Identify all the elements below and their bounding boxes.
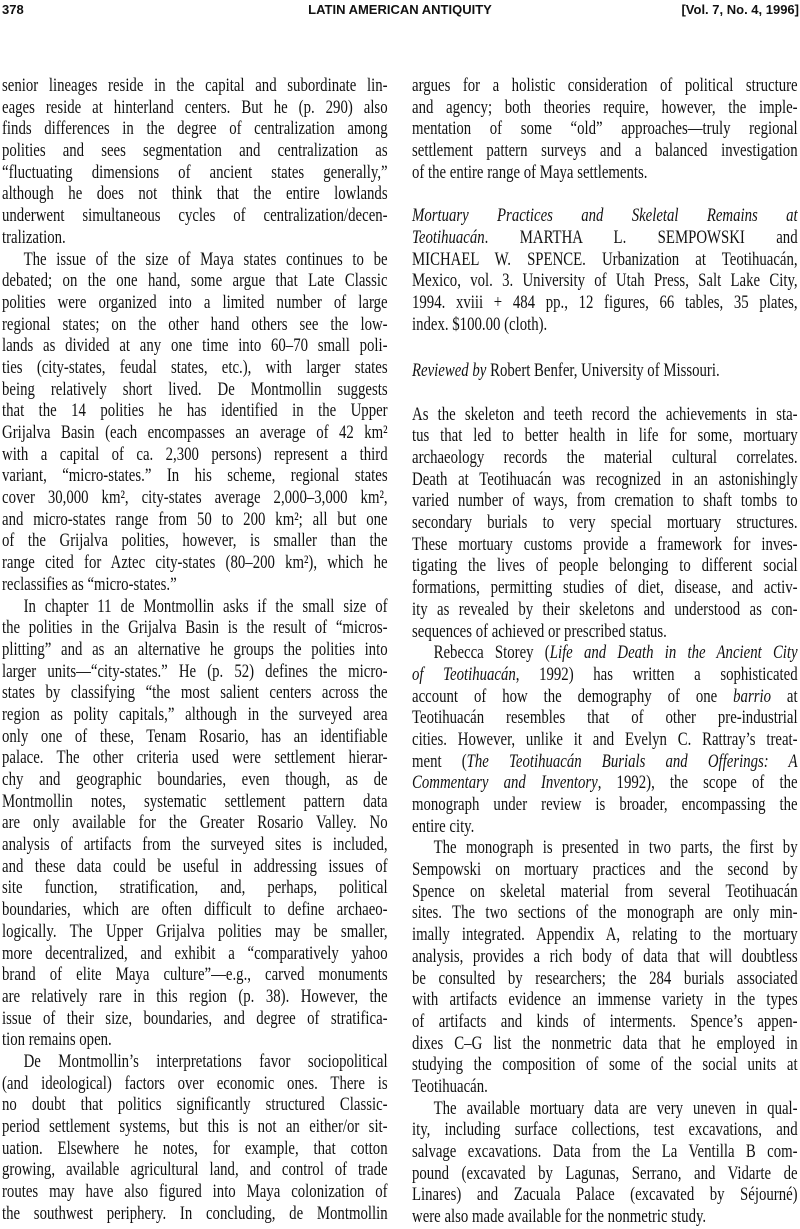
text-segment: routes may have also figured into Maya colonization of [2,1182,388,1203]
text-segment: logically. The Upper Grijalva polities may be smaller, [2,921,388,942]
text-segment: senior lineages reside in the capital and subordinate lin- [2,76,388,96]
text-segment: are only available for the Greater Rosario Valley. No [2,813,388,834]
text-line [412,1207,798,1229]
text-segment: Spence on skeletal material from several Teotihuacán [412,881,798,902]
italic-text: Mortuary Practices and Skeletal Remains at [412,206,798,227]
text-segment: the southwest periphery. In concluding, de Montmollin [2,1203,388,1224]
text-line [412,1120,798,1142]
text-line [2,1182,388,1204]
right-column [412,76,798,1229]
text-line [2,640,388,662]
text-line [2,770,388,792]
text-segment: polities were organized into a limited number of large [2,292,388,313]
text-segment: at [770,686,798,707]
text-segment: boundaries, which are often difficult to define archaeo- [2,900,388,921]
text-line [2,141,388,163]
text-segment: secondary burials to very special mortuary structures. [412,513,798,534]
text-line [2,618,388,640]
text-segment: cities. However, unlike it and Evelyn C. Rattray’s treat- [412,729,798,750]
text-line [412,838,798,860]
text-line [412,1055,798,1077]
text-line [412,76,798,98]
text-segment: and agency; both theories require, however, the imple- [412,97,798,118]
text-segment: tus that led to better health in life for some, mortuary [412,426,798,447]
text-segment: , 1992) has written a sophisticated [515,664,798,685]
text-line [412,1077,798,1099]
text-segment: varied number of ways, from cremation to shaft tombs to [412,491,798,512]
text-line [2,944,388,966]
text-segment: reclassifies as “micro-states.” [2,574,177,595]
text-line [412,708,798,730]
text-line [2,900,388,922]
text-segment: being relatively short lived. De Montmollin suggests [2,379,388,400]
italic-text: Commentary and Inventory [412,773,598,794]
text-segment: Linares) and Zacuala Palace (excavated by Séjourné) [412,1185,798,1206]
text-segment: states by classifying “the most salient centers across the [2,683,388,704]
text-segment: underwent simultaneous cycles of centralization/decen- [2,206,388,227]
text-line [2,835,388,857]
text-line [412,622,798,644]
text-line [2,336,388,358]
text-line [2,401,388,423]
text-segment: analysis, provides a rich body of data that will doubtless [412,946,798,967]
text-line [412,600,798,622]
text-segment: index. $100.00 (cloth). [412,314,548,335]
text-line [412,361,798,383]
text-segment: Mexico, vol. 3. University of Utah Press, Salt Lake City, [412,271,798,292]
text-line [412,969,798,991]
text-segment: Teotihuacán resembles that of other pre-industrial [412,708,798,729]
text-segment: analysis of artifacts from the surveyed sites is included, [2,835,388,856]
text-line [412,773,798,795]
text-line [412,513,798,535]
text-block [412,76,798,184]
text-line [412,1185,798,1207]
text-line [412,426,798,448]
text-segment: range cited for Aztec city-states (80–200 km²), which he [2,553,388,574]
text-segment: dixes C–G list the nonmetric data that he employed in [412,1033,798,1054]
text-segment: more decentralized, and exhibit a “comparatively yahoo [2,943,388,964]
text-line [2,445,388,467]
text-segment: . MARTHA L. SEMPOWSKI and [484,227,798,248]
text-line [412,1099,798,1121]
text-line [2,878,388,900]
text-segment: were also made available for the nonmetric study. [412,1207,707,1228]
text-segment: chy and geographic boundaries, even though, as de [2,770,388,790]
text-segment: variant, “micro-states.” In his scheme, regional states [2,466,388,487]
text-line [2,987,388,1009]
text-segment: , 1992), the scope of the [597,773,798,794]
italic-text: Life and Death in the Ancient City [549,643,798,664]
text-line [412,925,798,947]
text-line [412,206,798,228]
text-segment: ity, including surface collections, test excavations, and [412,1120,798,1141]
text-segment: De Montmollin’s interpretations favor sociopolitical [23,1051,388,1072]
text-segment: tion remains open. [2,1030,112,1051]
text-line [2,423,388,445]
text-line [2,922,388,944]
text-line [2,792,388,814]
text-line [2,358,388,380]
text-segment: MICHAEL W. SPENCE. Urbanization at Teotihuacán, [412,249,798,270]
text-line [412,643,798,665]
text-line [412,947,798,969]
text-segment: with a capital of ca. 2,300 persons) represent a third [2,444,388,465]
text-segment: settlement pattern surveys and a balanced investigation [412,141,798,162]
text-line [2,531,388,553]
reviewer-line [412,361,798,383]
text-line [412,795,798,817]
text-line [2,228,388,250]
text-segment: of the Grijalva polities, however, is smaller than the [2,531,388,552]
text-segment: (and ideological) factors over economic ones. There is [2,1073,388,1094]
text-segment: tigating the lives of people belonging to different social [412,556,798,577]
text-line [412,119,798,141]
text-line [412,293,798,315]
text-line [2,271,388,293]
text-line [2,98,388,120]
text-line [2,488,388,510]
text-segment: only one of these, Tenam Rosario, has an identifiable [2,726,388,747]
text-line [412,271,798,293]
text-line [2,662,388,684]
italic-text: barrio [733,686,771,707]
text-line [2,727,388,749]
text-segment: of artifacts and kinds of interments. Spence’s appen- [412,1011,798,1032]
text-line [2,857,388,879]
text-segment: debated; on the one hand, some argue that Late Classic [2,271,388,292]
text-line [2,1204,388,1226]
italic-text: of Teotihuacán [412,664,516,685]
text-line [2,813,388,835]
text-segment: The issue of the size of Maya states continues to be [23,249,388,270]
book-citation [412,206,798,336]
running-head-journal-title: LATIN AMERICAN ANTIQUITY [308,2,492,17]
text-segment: account of how the demography of one [412,686,734,707]
text-segment: “fluctuating dimensions of ancient states generally,” [2,162,388,183]
text-line [412,990,798,1012]
text-line [412,1164,798,1186]
text-line [2,597,388,619]
text-line [2,705,388,727]
text-segment: Montmollin notes, systematic settlement pattern data [2,791,388,812]
text-line [2,163,388,185]
text-line [412,1142,798,1164]
text-segment: that the 14 polities he has identified in the Upper [2,401,388,422]
text-segment: As the skeleton and teeth record the achievements in sta- [412,404,798,425]
text-line [2,575,388,597]
text-line [412,730,798,752]
text-segment: and these data could be useful in addressing issues of [2,856,388,877]
text-line [2,553,388,575]
text-line [412,448,798,470]
text-segment: sites. The two sections of the monograph are only min- [412,903,798,924]
text-segment: no doubt that politics significantly structured Classic- [2,1095,388,1116]
text-line [412,556,798,578]
text-segment: although he does not think that the entire lowlands [2,184,388,205]
text-segment: Teotihuacán. [412,1076,488,1097]
text-segment: monograph under review is broader, encompassing the [412,795,798,815]
text-line [412,1034,798,1056]
text-segment: In chapter 11 de Montmollin asks if the small size of [23,596,388,617]
text-line [412,535,798,557]
text-segment: period settlement systems, but this is not an either/or sit- [2,1117,388,1137]
text-line [412,470,798,492]
text-segment: plitting” and as an alternative he groups the polities into [2,639,388,660]
text-segment: cover 30,000 km², city-states average 2,000–3,000 km², [2,488,388,509]
text-line [2,748,388,770]
text-segment: regional states; on the other hand others see the low- [2,314,388,335]
running-head-issue: [Vol. 7, No. 4, 1996] [681,2,799,17]
text-segment: Rebecca Storey ( [433,643,550,664]
text-segment: entire city. [412,816,475,837]
text-line [2,965,388,987]
text-segment: larger units—“city-states.” He (p. 52) defines the micro- [2,661,388,682]
text-line [2,683,388,705]
text-line [2,119,388,141]
text-segment: lands as divided at any one time into 60–70 small poli- [2,336,388,357]
text-segment: with artifacts evidence an immense variety in the types [412,990,798,1011]
text-segment: be consulted by researchers; the 284 burials associated [412,968,798,989]
text-line [2,510,388,532]
page-number: 378 [2,2,24,17]
text-segment: mentation of some “old” approaches—truly regional [412,119,798,140]
text-segment: ment ( [412,751,467,772]
text-segment: argues for a holistic consideration of political structure [412,76,798,96]
text-segment: imally integrated. Appendix A, relating to the mortuary [412,925,798,946]
text-segment: studying the composition of some of the social units at [412,1055,798,1076]
text-line [412,665,798,687]
text-line [412,491,798,513]
text-segment: region as polity capitals,” although in the surveyed area [2,704,388,725]
text-segment: finds differences in the degree of centralization among [2,119,388,140]
text-segment: eages reside at hinterland centers. But he (p. 290) also [2,97,388,118]
text-segment: palace. The other criteria used were settlement hierar- [2,748,388,769]
text-line [412,687,798,709]
text-line [412,163,798,185]
text-segment: sequences of achieved or prescribed status. [412,621,667,642]
text-segment: tralization. [2,227,66,248]
text-segment: site function, stratification, and, perhaps, political [2,878,388,899]
text-line [2,250,388,272]
text-segment: growing, available agricultural land, and control of trade [2,1160,388,1181]
text-line [2,76,388,98]
text-segment: salvage excavations. Data from the La Ventilla B com- [412,1142,798,1162]
text-line [412,903,798,925]
text-line [412,98,798,120]
text-line [2,206,388,228]
text-line [412,315,798,337]
italic-text: Reviewed by [412,361,487,382]
text-line [2,466,388,488]
text-line [2,1117,388,1139]
text-line [2,293,388,315]
text-segment: Robert Benfer, University of Missouri. [486,361,720,382]
text-line [412,578,798,600]
text-line [412,817,798,839]
text-line [2,1139,388,1161]
text-line [2,1030,388,1052]
text-line [412,250,798,272]
text-line [2,184,388,206]
text-segment: archaeology records the material cultural correlates. [412,448,798,468]
text-line [412,860,798,882]
text-segment: issue of their size, boundaries, and degree of stratifica- [2,1008,388,1029]
text-line [412,882,798,904]
text-segment: ties (city-states, feudal states, etc.), with larger states [2,357,388,378]
italic-text: Teotihuacán [412,227,485,248]
text-segment: and micro-states range from 50 to 200 km²; all but one [2,509,388,530]
text-line [2,1074,388,1096]
text-segment: Grijalva Basin (each encompasses an average of 42 km² [2,423,388,443]
text-block [412,405,798,1229]
text-segment: Sempowski on mortuary practices and the second by [412,860,798,881]
text-line [2,1095,388,1117]
text-line [2,1009,388,1031]
text-segment: the polities in the Grijalva Basin is the result of “micros- [2,618,388,639]
text-segment: are relatively rare in this region (p. 38). However, the [2,986,388,1007]
text-segment: Death at Teotihuacán was recognized in an astonishingly [412,469,798,490]
text-segment: uation. Elsewhere he notes, for example, that cotton [2,1138,388,1159]
text-line [2,1160,388,1182]
text-line [412,1012,798,1034]
italic-text: The Teotihuacán Burials and Offerings: A [466,751,798,772]
text-segment: brand of elite Maya culture”—e.g., carved monuments [2,965,388,986]
text-segment: These mortuary customs provide a framework for inves- [412,534,798,555]
text-line [2,315,388,337]
text-segment: The available mortuary data are very uneven in qual- [433,1098,798,1119]
text-segment: polities and sees segmentation and centralization as [2,141,388,162]
text-segment: pound (excavated by Lagunas, Serrano, and Vidarte de [412,1163,798,1184]
text-line [412,141,798,163]
text-segment: ity as revealed by their skeletons and understood as con- [412,599,798,620]
text-segment: formations, permitting studies of diet, disease, and activ- [412,578,798,599]
text-segment: 1994. xviii + 484 pp., 12 figures, 66 tables, 35 plates, [412,292,798,313]
text-line [412,405,798,427]
text-segment: The monograph is presented in two parts, the first by [433,838,798,859]
text-line [2,1052,388,1074]
text-block [2,76,388,1225]
text-line [412,228,798,250]
text-segment: of the entire range of Maya settlements. [412,162,648,183]
text-line [2,380,388,402]
text-line [412,752,798,774]
left-column [2,76,388,1225]
